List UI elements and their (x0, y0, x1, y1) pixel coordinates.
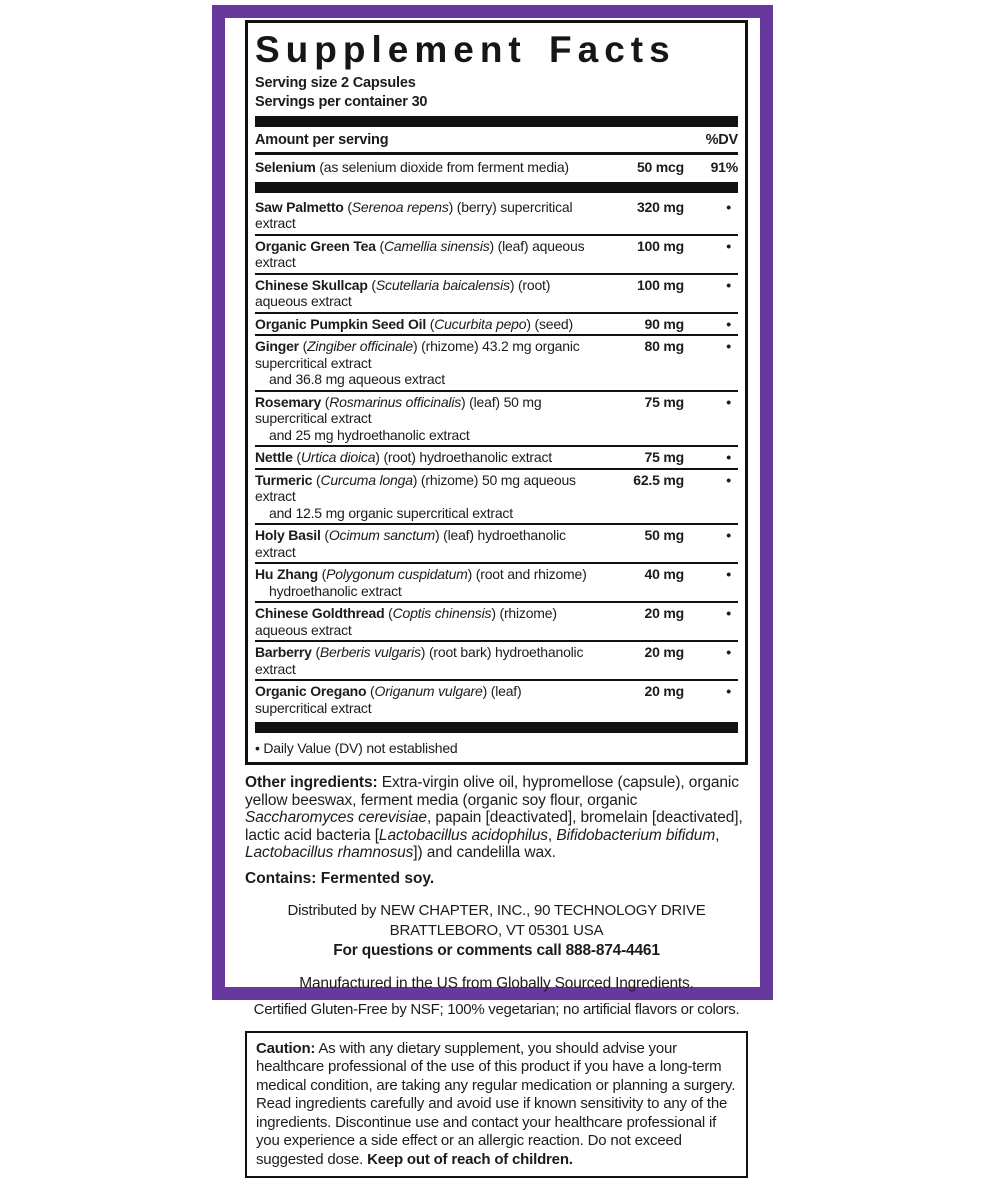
ingredient-name: Holy Basil (Ocimum sanctum) (leaf) hydroethanolic extract (255, 527, 588, 560)
selenium-name: Selenium (as selenium dioxide from ferment media) (255, 159, 588, 176)
ingredient-dv: • (684, 316, 738, 333)
ingredient-name: Turmeric (Curcuma longa) (rhizome) 50 mg aqueous extract and 12.5 mg organic supercritical extract (255, 472, 588, 522)
dv-footnote: • Daily Value (DV) not established (255, 737, 738, 757)
ingredient-name: Rosemary (Rosmarinus officinalis) (leaf) 50 mg supercritical extract and 25 mg hydroethanolic extract (255, 394, 588, 444)
ingredient-amount: 100 mg (588, 238, 684, 255)
ingredient-dv: • (684, 449, 738, 466)
label-frame (212, 5, 773, 1000)
ingredient-name: Organic Pumpkin Seed Oil (Cucurbita pepo) (seed) (255, 316, 588, 333)
distributor-line-1: Distributed by NEW CHAPTER, INC., 90 TECHNOLOGY DRIVE (245, 901, 748, 921)
ingredient-amount: 80 mg (588, 338, 684, 355)
ingredient-dv: • (684, 683, 738, 700)
caution-label: Caution: (256, 1040, 315, 1057)
ingredient-dv: • (684, 277, 738, 294)
table-row (255, 234, 738, 273)
distributor-line-2: BRATTLEBORO, VT 05301 USA (245, 921, 748, 941)
other-ingredients (245, 774, 748, 862)
table-row (255, 523, 738, 562)
ingredient-amount: 320 mg (588, 199, 684, 216)
ingredient-amount: 50 mg (588, 527, 684, 544)
amount-per-serving-header: Amount per serving (255, 132, 706, 148)
caution-box (245, 1031, 748, 1178)
serving-size: Serving size 2 Capsules (255, 74, 738, 93)
selenium-amount: 50 mcg (588, 159, 684, 176)
ingredient-amount: 90 mg (588, 316, 684, 333)
dv-header: %DV (706, 132, 738, 148)
ingredient-name-line2: and 25 mg hydroethanolic extract (255, 427, 588, 444)
table-row (255, 197, 738, 234)
other-ingredients-text: Extra-virgin olive oil, hypromellose (capsule), organic yellow beeswax, ferment media (organic soy flour, organic Saccharomyces cerevisiae, papain [deactivated], bromelain [deactivated], lactic acid bacteria [Lactobacillus acidophilus, Bifidobacterium bifidum, Lactobacillus rhamnosus]) and candelilla wax. (245, 774, 743, 861)
ingredient-amount: 75 mg (588, 449, 684, 466)
ingredient-amount: 62.5 mg (588, 472, 684, 489)
label-inner (225, 18, 760, 987)
table-row (255, 334, 738, 390)
table-header-row (255, 131, 738, 150)
table-row (255, 312, 738, 335)
facts-title: Supplement Facts (255, 29, 738, 74)
selenium-dv: 91% (684, 159, 738, 176)
table-row (255, 468, 738, 524)
ingredient-name: Chinese Goldthread (Coptis chinensis) (rhizome) aqueous extract (255, 605, 588, 638)
ingredient-dv: • (684, 566, 738, 583)
supplement-facts-box (245, 20, 748, 765)
ingredient-amount: 20 mg (588, 683, 684, 700)
medium-divider (255, 152, 738, 155)
ingredient-name: Ginger (Zingiber officinale) (rhizome) 43.2 mg organic supercritical extract and 36.8 mg aqueous extract (255, 338, 588, 388)
ingredient-name-line2: and 12.5 mg organic supercritical extract (255, 505, 588, 522)
thick-divider (255, 116, 738, 127)
ingredient-amount: 40 mg (588, 566, 684, 583)
thick-divider (255, 722, 738, 733)
ingredient-name: Barberry (Berberis vulgaris) (root bark) hydroethanolic extract (255, 644, 588, 677)
table-row (255, 640, 738, 679)
table-row (255, 679, 738, 718)
ingredient-amount: 20 mg (588, 644, 684, 661)
ingredient-dv: • (684, 238, 738, 255)
distributor-block (245, 901, 748, 961)
ingredient-dv: • (684, 605, 738, 622)
ingredient-amount: 20 mg (588, 605, 684, 622)
ingredient-dv: • (684, 472, 738, 489)
ingredient-name-line2: hydroethanolic extract (255, 583, 588, 600)
table-row (255, 601, 738, 640)
ingredient-name: Saw Palmetto (Serenoa repens) (berry) supercritical extract (255, 199, 588, 232)
ingredient-dv: • (684, 644, 738, 661)
ingredient-amount: 100 mg (588, 277, 684, 294)
ingredient-name: Organic Oregano (Origanum vulgare) (leaf) supercritical extract (255, 683, 588, 716)
table-row (255, 390, 738, 446)
ingredient-dv: • (684, 338, 738, 355)
ingredient-name: Nettle (Urtica dioica) (root) hydroethanolic extract (255, 449, 588, 466)
ingredient-amount: 75 mg (588, 394, 684, 411)
caution-body: As with any dietary supplement, you should advise your healthcare professional of the use of this product if you have a long-term medical condition, are taking any regular medication or planning a surgery. Read ingredients carefully and avoid use if known sensitivity to any of the ingredients. Discontinue use and contact your healthcare professional if you experience a side effect or an allergic reaction. Do not exceed suggested dose. (256, 1040, 735, 1168)
contains-statement: Contains: Fermented soy. (245, 870, 748, 888)
selenium-row (255, 157, 738, 178)
table-row (255, 445, 738, 468)
caution-bold-end: Keep out of reach of children. (367, 1151, 573, 1168)
certification-statement: Certified Gluten-Free by NSF; 100% vegetarian; no artificial flavors or colors. (245, 1001, 748, 1018)
ingredient-dv: • (684, 199, 738, 216)
ingredient-rows (255, 197, 738, 719)
ingredient-name: Hu Zhang (Polygonum cuspidatum) (root and rhizome) hydroethanolic extract (255, 566, 588, 599)
phone-line: For questions or comments call 888-874-4461 (245, 941, 748, 961)
ingredient-name: Organic Green Tea (Camellia sinensis) (leaf) aqueous extract (255, 238, 588, 271)
thick-divider (255, 182, 738, 193)
ingredient-dv: • (684, 527, 738, 544)
servings-per-container: Servings per container 30 (255, 93, 738, 112)
ingredient-dv: • (684, 394, 738, 411)
other-ingredients-label: Other ingredients: (245, 774, 378, 791)
manufactured-statement: Manufactured in the US from Globally Sourced Ingredients. (245, 975, 748, 993)
ingredient-name: Chinese Skullcap (Scutellaria baicalensis) (root) aqueous extract (255, 277, 588, 310)
ingredient-name-line2: and 36.8 mg aqueous extract (255, 371, 588, 388)
table-row (255, 273, 738, 312)
table-row (255, 562, 738, 601)
